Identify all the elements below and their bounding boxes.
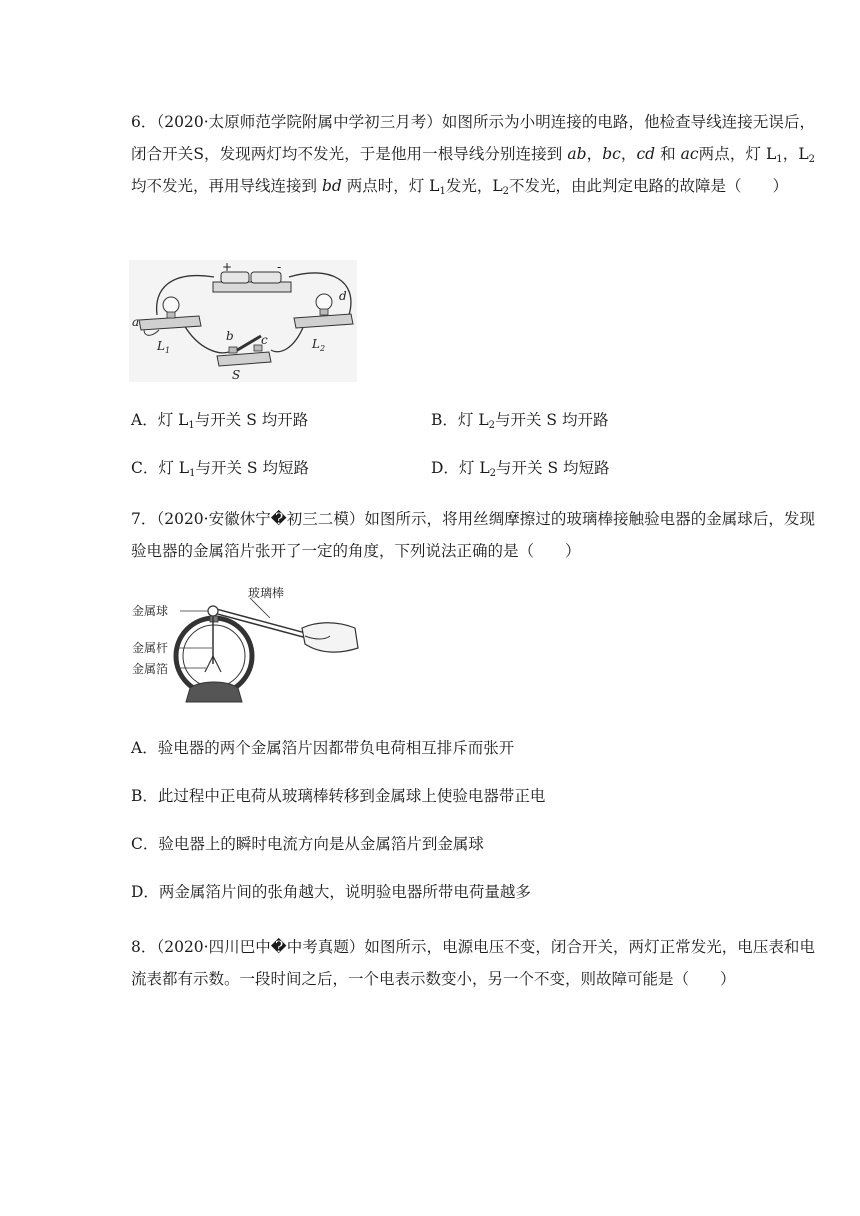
- q6-option-a[interactable]: A．灯 $L_1$与开关 S 均开路: [131, 411, 309, 431]
- question-source: （2020·安徽休宁�初三二模）: [156, 510, 365, 528]
- battery-plus-label: +: [222, 260, 233, 274]
- question-source: （2020·太原师范学院附属中学初三月考）: [156, 113, 442, 131]
- q7-option-a[interactable]: A．验电器的两个金属箔片因都带负电荷相互排斥而张开: [131, 739, 515, 757]
- q7-option-c[interactable]: C．验电器上的瞬时电流方向是从金属箔片到金属球: [131, 835, 484, 853]
- q7-option-d[interactable]: D．两金属箔片间的张角越大，说明验电器所带电荷量越多: [131, 883, 531, 901]
- q6-option-c[interactable]: C．灯 $L_1$与开关 S 均短路: [131, 459, 309, 479]
- q6-option-d[interactable]: D．灯 $L_2$与开关 S 均短路: [431, 459, 610, 479]
- switch-s-label: S: [232, 368, 241, 382]
- metal-ball-label: 金属球: [132, 604, 169, 618]
- point-a-label: a: [132, 315, 140, 329]
- question-number: 7．: [131, 510, 157, 528]
- battery-minus-label: -: [277, 260, 282, 274]
- circuit-figure: [129, 260, 357, 382]
- lamp-l2-label: $L_2$: [312, 337, 326, 353]
- question-8-stem: 8．（2020·四川巴中�中考真题）如图所示，电源电压不变，闭合开关，两灯正常发光，电压表和电流表都有示数。一段时间之后，一个电表示数变小，另一个不变，则故障可能是（ ）: [131, 938, 815, 988]
- question-number: 6．: [131, 113, 157, 131]
- point-c-label: c: [261, 333, 268, 347]
- point-d-label: d: [339, 289, 347, 303]
- question-source: （2020·四川巴中�中考真题）: [156, 938, 365, 956]
- question-7-stem: 7．（2020·安徽休宁�初三二模）如图所示，将用丝绸摩擦过的玻璃棒接触验电器的金属球后，发现验电器的金属箔片张开了一定的角度，下列说法正确的是（ ）: [131, 510, 815, 560]
- lamp-l1-label: $L_1$: [157, 339, 171, 355]
- metal-stem-label: 金属杆: [132, 641, 169, 655]
- q7-option-b[interactable]: B．此过程中正电荷从玻璃棒转移到金属球上使验电器带正电: [131, 787, 546, 805]
- question-number: 8．: [131, 938, 157, 956]
- q6-option-b[interactable]: B．灯 $L_2$与开关 S 均开路: [431, 411, 609, 431]
- glass-rod-label: 玻璃棒: [248, 586, 285, 600]
- point-b-label: b: [226, 329, 234, 343]
- metal-foil-label: 金属箔: [132, 662, 169, 676]
- electroscope-figure: [130, 584, 362, 704]
- question-6-stem: 6．（2020·太原师范学院附属中学初三月考）如图所示为小明连接的电路，他检查导线连接无误后，闭合开关S，发现两灯均不发光，于是他用一根导线分别连接到 ab，bc，cd 和 ac两点，灯 $L_1$，$L_2$均不发光，再用导线连接到 bd 两点时，灯 $L_1$发光，$L_2$不发光，由此判定电路的故障是（ ）: [131, 113, 815, 197]
